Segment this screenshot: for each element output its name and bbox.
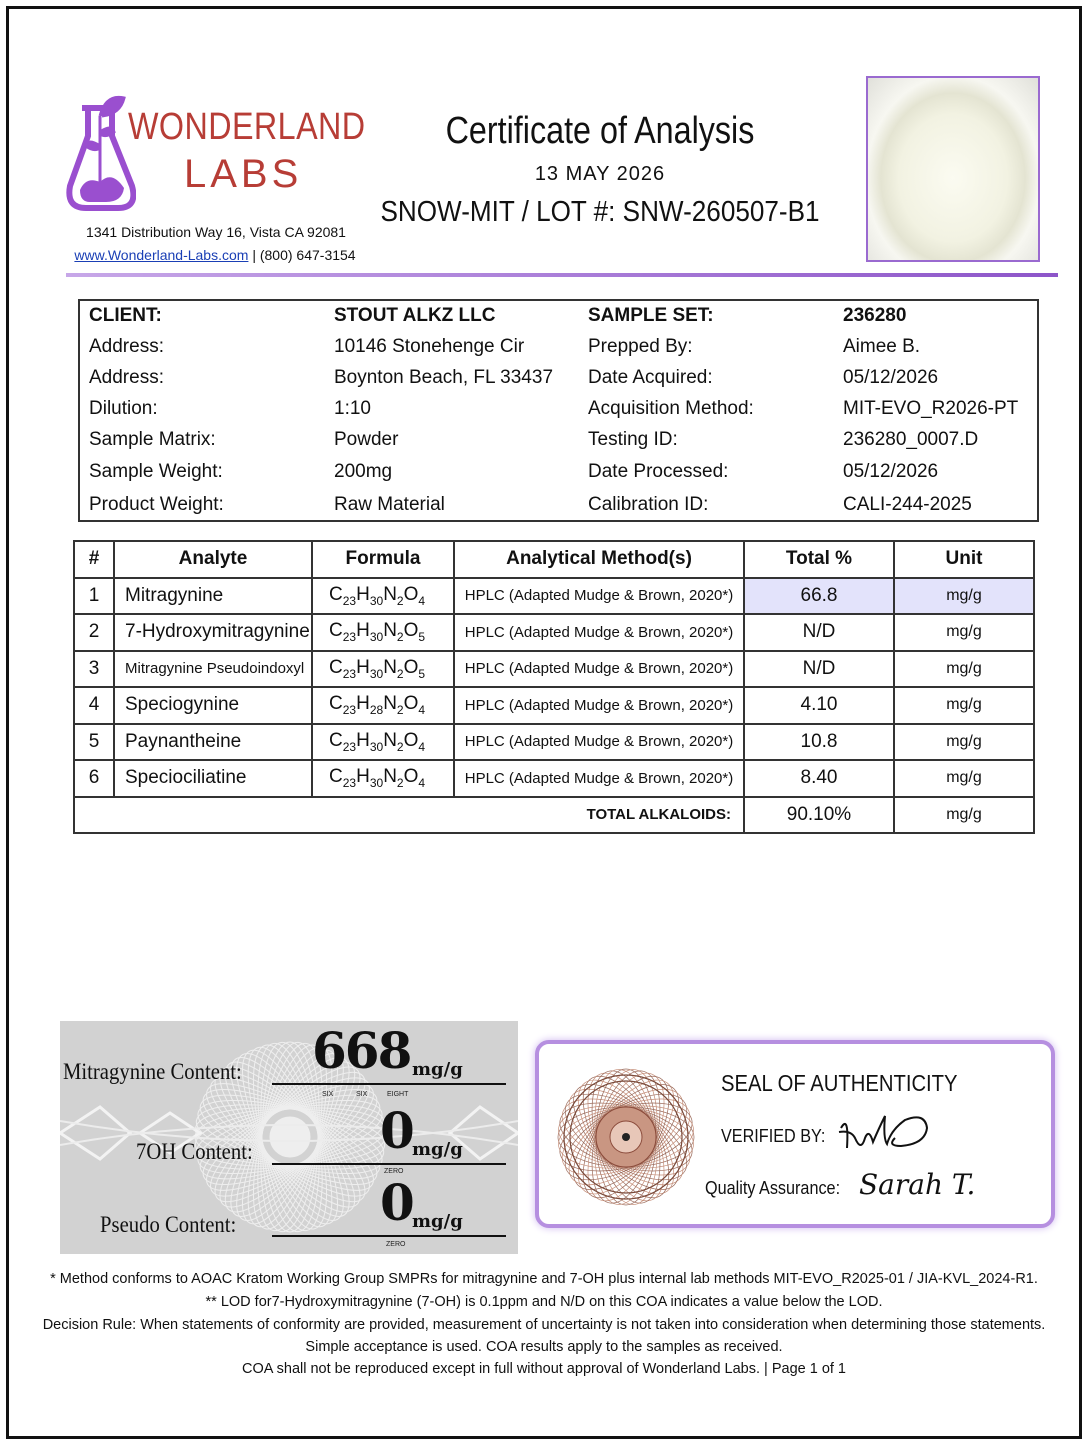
info-value: Boynton Beach, FL 33437: [334, 367, 554, 388]
sample-photo: [866, 76, 1040, 262]
unit: mg/g: [894, 687, 1034, 724]
total-alkaloids-value: 90.10%: [744, 797, 894, 834]
lab-contact: [60, 247, 370, 263]
formula-element: C: [329, 656, 343, 678]
formula-element: N: [383, 656, 397, 678]
info-key: Address:: [89, 367, 164, 388]
row-number: 6: [74, 760, 114, 797]
lab-address: 1341 Distribution Way 16, Vista CA 92081: [86, 224, 346, 240]
analyte-table: [73, 540, 1035, 834]
7oh-unit: mg/g: [412, 1139, 463, 1160]
info-key: Date Processed:: [588, 461, 729, 482]
row-number: 4: [74, 687, 114, 724]
mitragynine-word-2: SIX: [356, 1091, 368, 1098]
mitragynine-content-value: 668: [312, 1021, 411, 1080]
website-link[interactable]: www.Wonderland-Labs.com: [74, 247, 249, 263]
info-key: CLIENT:: [89, 305, 162, 326]
analytical-method: HPLC (Adapted Mudge & Brown, 2020*): [454, 614, 744, 651]
certificate-date: 13 MAY 2026: [534, 163, 666, 185]
table-row: [74, 578, 1034, 615]
formula-subscript: 30: [369, 739, 384, 754]
unit: mg/g: [894, 578, 1034, 615]
verified-signature: [835, 1108, 935, 1158]
row-number: 2: [74, 614, 114, 651]
info-key: Testing ID:: [588, 429, 678, 450]
info-value: STOUT ALKZ LLC: [334, 305, 496, 326]
molecular-formula: [312, 614, 454, 651]
pseudo-unit: mg/g: [412, 1211, 463, 1232]
seal-of-authenticity: [535, 1040, 1055, 1228]
formula-subscript: 4: [418, 703, 426, 718]
molecular-formula: [312, 687, 454, 724]
mitragynine-unit: mg/g: [412, 1059, 463, 1080]
formula-subscript: 2: [396, 593, 404, 608]
analyte-name: Mitragynine: [114, 578, 312, 615]
info-value: Raw Material: [334, 494, 445, 515]
info-key: Acquisition Method:: [588, 398, 754, 419]
total-percent: 8.40: [744, 760, 894, 797]
total-percent: N/D: [744, 651, 894, 688]
formula-subscript: 4: [418, 739, 426, 754]
info-value: 236280: [843, 305, 907, 326]
info-value: 10146 Stonehenge Cir: [334, 336, 525, 357]
formula-subscript: 23: [342, 630, 357, 645]
formula-element: N: [383, 729, 397, 751]
info-value: Powder: [334, 429, 399, 450]
column-header: Unit: [894, 541, 1034, 578]
formula-subscript: 23: [342, 593, 357, 608]
info-value: 1:10: [334, 398, 371, 419]
total-row: [74, 797, 1034, 834]
info-value: Aimee B.: [843, 336, 921, 357]
molecular-formula: [312, 651, 454, 688]
formula-subscript: 5: [418, 666, 426, 681]
analytical-method: HPLC (Adapted Mudge & Brown, 2020*): [454, 687, 744, 724]
info-row: [80, 367, 1037, 397]
info-row: [80, 336, 1037, 366]
info-key: Sample Weight:: [89, 461, 223, 482]
info-row: [80, 429, 1037, 459]
page-title: Certificate of Analysis: [445, 110, 755, 152]
formula-element: O: [403, 766, 419, 788]
analytical-method: HPLC (Adapted Mudge & Brown, 2020*): [454, 651, 744, 688]
footer-decision-rule: Decision Rule: When statements of conformity are provided, measurement of uncertainty is not taken into consideration when determining those statements.: [42, 1317, 1046, 1333]
info-key: Dilution:: [89, 398, 158, 419]
formula-subscript: 30: [369, 630, 384, 645]
formula-element: N: [383, 620, 397, 642]
column-header: Formula: [312, 541, 454, 578]
analytical-method: HPLC (Adapted Mudge & Brown, 2020*): [454, 578, 744, 615]
formula-element: H: [356, 729, 370, 751]
column-header: Analytical Method(s): [454, 541, 744, 578]
formula-subscript: 2: [396, 776, 404, 791]
flask-logo-icon: [66, 86, 136, 214]
total-alkaloids-label: TOTAL ALKALOIDS:: [74, 797, 744, 834]
formula-element: H: [356, 656, 370, 678]
formula-element: N: [383, 583, 397, 605]
formula-element: H: [356, 766, 370, 788]
formula-subscript: 23: [342, 739, 357, 754]
quality-assurance-label: Quality Assurance:: [705, 1178, 841, 1198]
pseudo-content-value: 0: [380, 1173, 413, 1232]
formula-subscript: 5: [418, 630, 426, 645]
header-divider: [66, 273, 1058, 277]
info-row: [80, 494, 1037, 524]
mitragynine-word-1: SIX: [322, 1091, 334, 1098]
info-row: [80, 305, 1037, 335]
formula-element: H: [356, 583, 370, 605]
formula-subscript: 23: [342, 703, 357, 718]
lot-number: SNOW-MIT / LOT #: SNW-260507-B1: [380, 196, 820, 228]
7oh-word: ZERO: [384, 1168, 404, 1175]
footer-method-note: * Method conforms to AOAC Kratom Working Group SMPRs for mitragynine and 7-OH plus internal lab methods MIT-EVO_R2025-01 / JIA-KVL_2024-R1.: [50, 1271, 1038, 1287]
row-number: 3: [74, 651, 114, 688]
mitragynine-word-3: EIGHT: [387, 1091, 409, 1098]
total-percent: 4.10: [744, 687, 894, 724]
analyte-name: Mitragynine Pseudoindoxyl: [114, 651, 312, 688]
seal-title: SEAL OF AUTHENTICITY: [721, 1070, 958, 1096]
mitragynine-content-label: Mitragynine Content:: [63, 1059, 242, 1084]
verified-by-label: VERIFIED BY:: [721, 1126, 826, 1146]
unit: mg/g: [894, 724, 1034, 761]
analyte-name: Paynantheine: [114, 724, 312, 761]
formula-element: O: [403, 656, 419, 678]
table-row: [74, 724, 1034, 761]
info-key: Address:: [89, 336, 164, 357]
info-key: Product Weight:: [89, 494, 224, 515]
formula-subscript: 2: [396, 703, 404, 718]
molecular-formula: [312, 724, 454, 761]
total-percent: 10.8: [744, 724, 894, 761]
info-key: SAMPLE SET:: [588, 305, 714, 326]
formula-subscript: 28: [369, 703, 384, 718]
table-header-row: [74, 541, 1034, 578]
total-percent: 66.8: [744, 578, 894, 615]
sample-info-box: [78, 299, 1039, 522]
info-key: Calibration ID:: [588, 494, 709, 515]
total-alkaloids-unit: mg/g: [894, 797, 1034, 834]
formula-subscript: 23: [342, 776, 357, 791]
formula-element: N: [383, 766, 397, 788]
analytical-method: HPLC (Adapted Mudge & Brown, 2020*): [454, 760, 744, 797]
formula-element: N: [383, 693, 397, 715]
column-header: Analyte: [114, 541, 312, 578]
footer-lod-note: ** LOD for7-Hydroxymitragynine (7-OH) is 0.1ppm and N/D on this COA indicates a value below the LOD.: [205, 1294, 883, 1310]
formula-element: O: [403, 693, 419, 715]
unit: mg/g: [894, 614, 1034, 651]
formula-element: O: [403, 620, 419, 642]
formula-subscript: 30: [369, 776, 384, 791]
footer-reproduction-note: COA shall not be reproduced except in full without approval of Wonderland Labs. | Page 1 of 1: [241, 1361, 846, 1377]
7oh-underline: [272, 1163, 506, 1165]
rosette-seal-icon: [551, 1062, 701, 1212]
mitragynine-underline: [272, 1083, 506, 1085]
formula-element: C: [329, 583, 343, 605]
7oh-content-value: 0: [380, 1101, 413, 1160]
info-value: 05/12/2026: [843, 367, 939, 388]
formula-subscript: 23: [342, 666, 357, 681]
unit: mg/g: [894, 760, 1034, 797]
column-header: #: [74, 541, 114, 578]
logo-text-labs: LABS: [184, 152, 303, 196]
info-value: 05/12/2026: [843, 461, 939, 482]
info-value: MIT-EVO_R2026-PT: [843, 398, 1019, 419]
formula-subscript: 30: [369, 666, 384, 681]
formula-subscript: 30: [369, 593, 384, 608]
qa-signature: Sarah T.: [859, 1168, 976, 1201]
formula-element: H: [356, 693, 370, 715]
lab-phone: (800) 647-3154: [259, 247, 356, 263]
info-value: CALI-244-2025: [843, 494, 972, 515]
formula-element: C: [329, 766, 343, 788]
info-value: 236280_0007.D: [843, 429, 979, 450]
formula-subscript: 2: [396, 739, 404, 754]
table-row: [74, 760, 1034, 797]
info-row: [80, 398, 1037, 428]
footer-acceptance: Simple acceptance is used. COA results apply to the samples as received.: [305, 1339, 783, 1355]
row-number: 5: [74, 724, 114, 761]
row-number: 1: [74, 578, 114, 615]
pseudo-underline: [272, 1235, 506, 1237]
analyte-name: Speciociliatine: [114, 760, 312, 797]
table-row: [74, 687, 1034, 724]
molecular-formula: [312, 578, 454, 615]
7oh-content-label: 7OH Content:: [136, 1139, 253, 1164]
table-row: [74, 614, 1034, 651]
info-value: 200mg: [334, 461, 393, 482]
formula-element: C: [329, 693, 343, 715]
formula-element: O: [403, 729, 419, 751]
logo-text-wonderland: WONDERLAND: [128, 106, 366, 148]
formula-element: H: [356, 620, 370, 642]
info-key: Date Acquired:: [588, 367, 713, 388]
column-header: Total %: [744, 541, 894, 578]
table-row: [74, 651, 1034, 688]
info-key: Sample Matrix:: [89, 429, 216, 450]
total-percent: N/D: [744, 614, 894, 651]
contact-separator: |: [252, 247, 256, 263]
analyte-name: 7-Hydroxymitragynine: [114, 614, 312, 651]
pseudo-content-label: Pseudo Content:: [100, 1212, 237, 1237]
wonderland-labs-logo: [66, 86, 366, 216]
info-key: Prepped By:: [588, 336, 693, 357]
formula-subscript: 4: [418, 776, 426, 791]
content-summary-box: [60, 1021, 518, 1254]
analyte-name: Speciogynine: [114, 687, 312, 724]
formula-element: C: [329, 620, 343, 642]
formula-subscript: 2: [396, 666, 404, 681]
molecular-formula: [312, 760, 454, 797]
formula-subscript: 4: [418, 593, 426, 608]
formula-element: O: [403, 583, 419, 605]
formula-element: C: [329, 729, 343, 751]
info-row: [80, 461, 1037, 491]
analytical-method: HPLC (Adapted Mudge & Brown, 2020*): [454, 724, 744, 761]
pseudo-word: ZERO: [386, 1241, 406, 1248]
unit: mg/g: [894, 651, 1034, 688]
formula-subscript: 2: [396, 630, 404, 645]
